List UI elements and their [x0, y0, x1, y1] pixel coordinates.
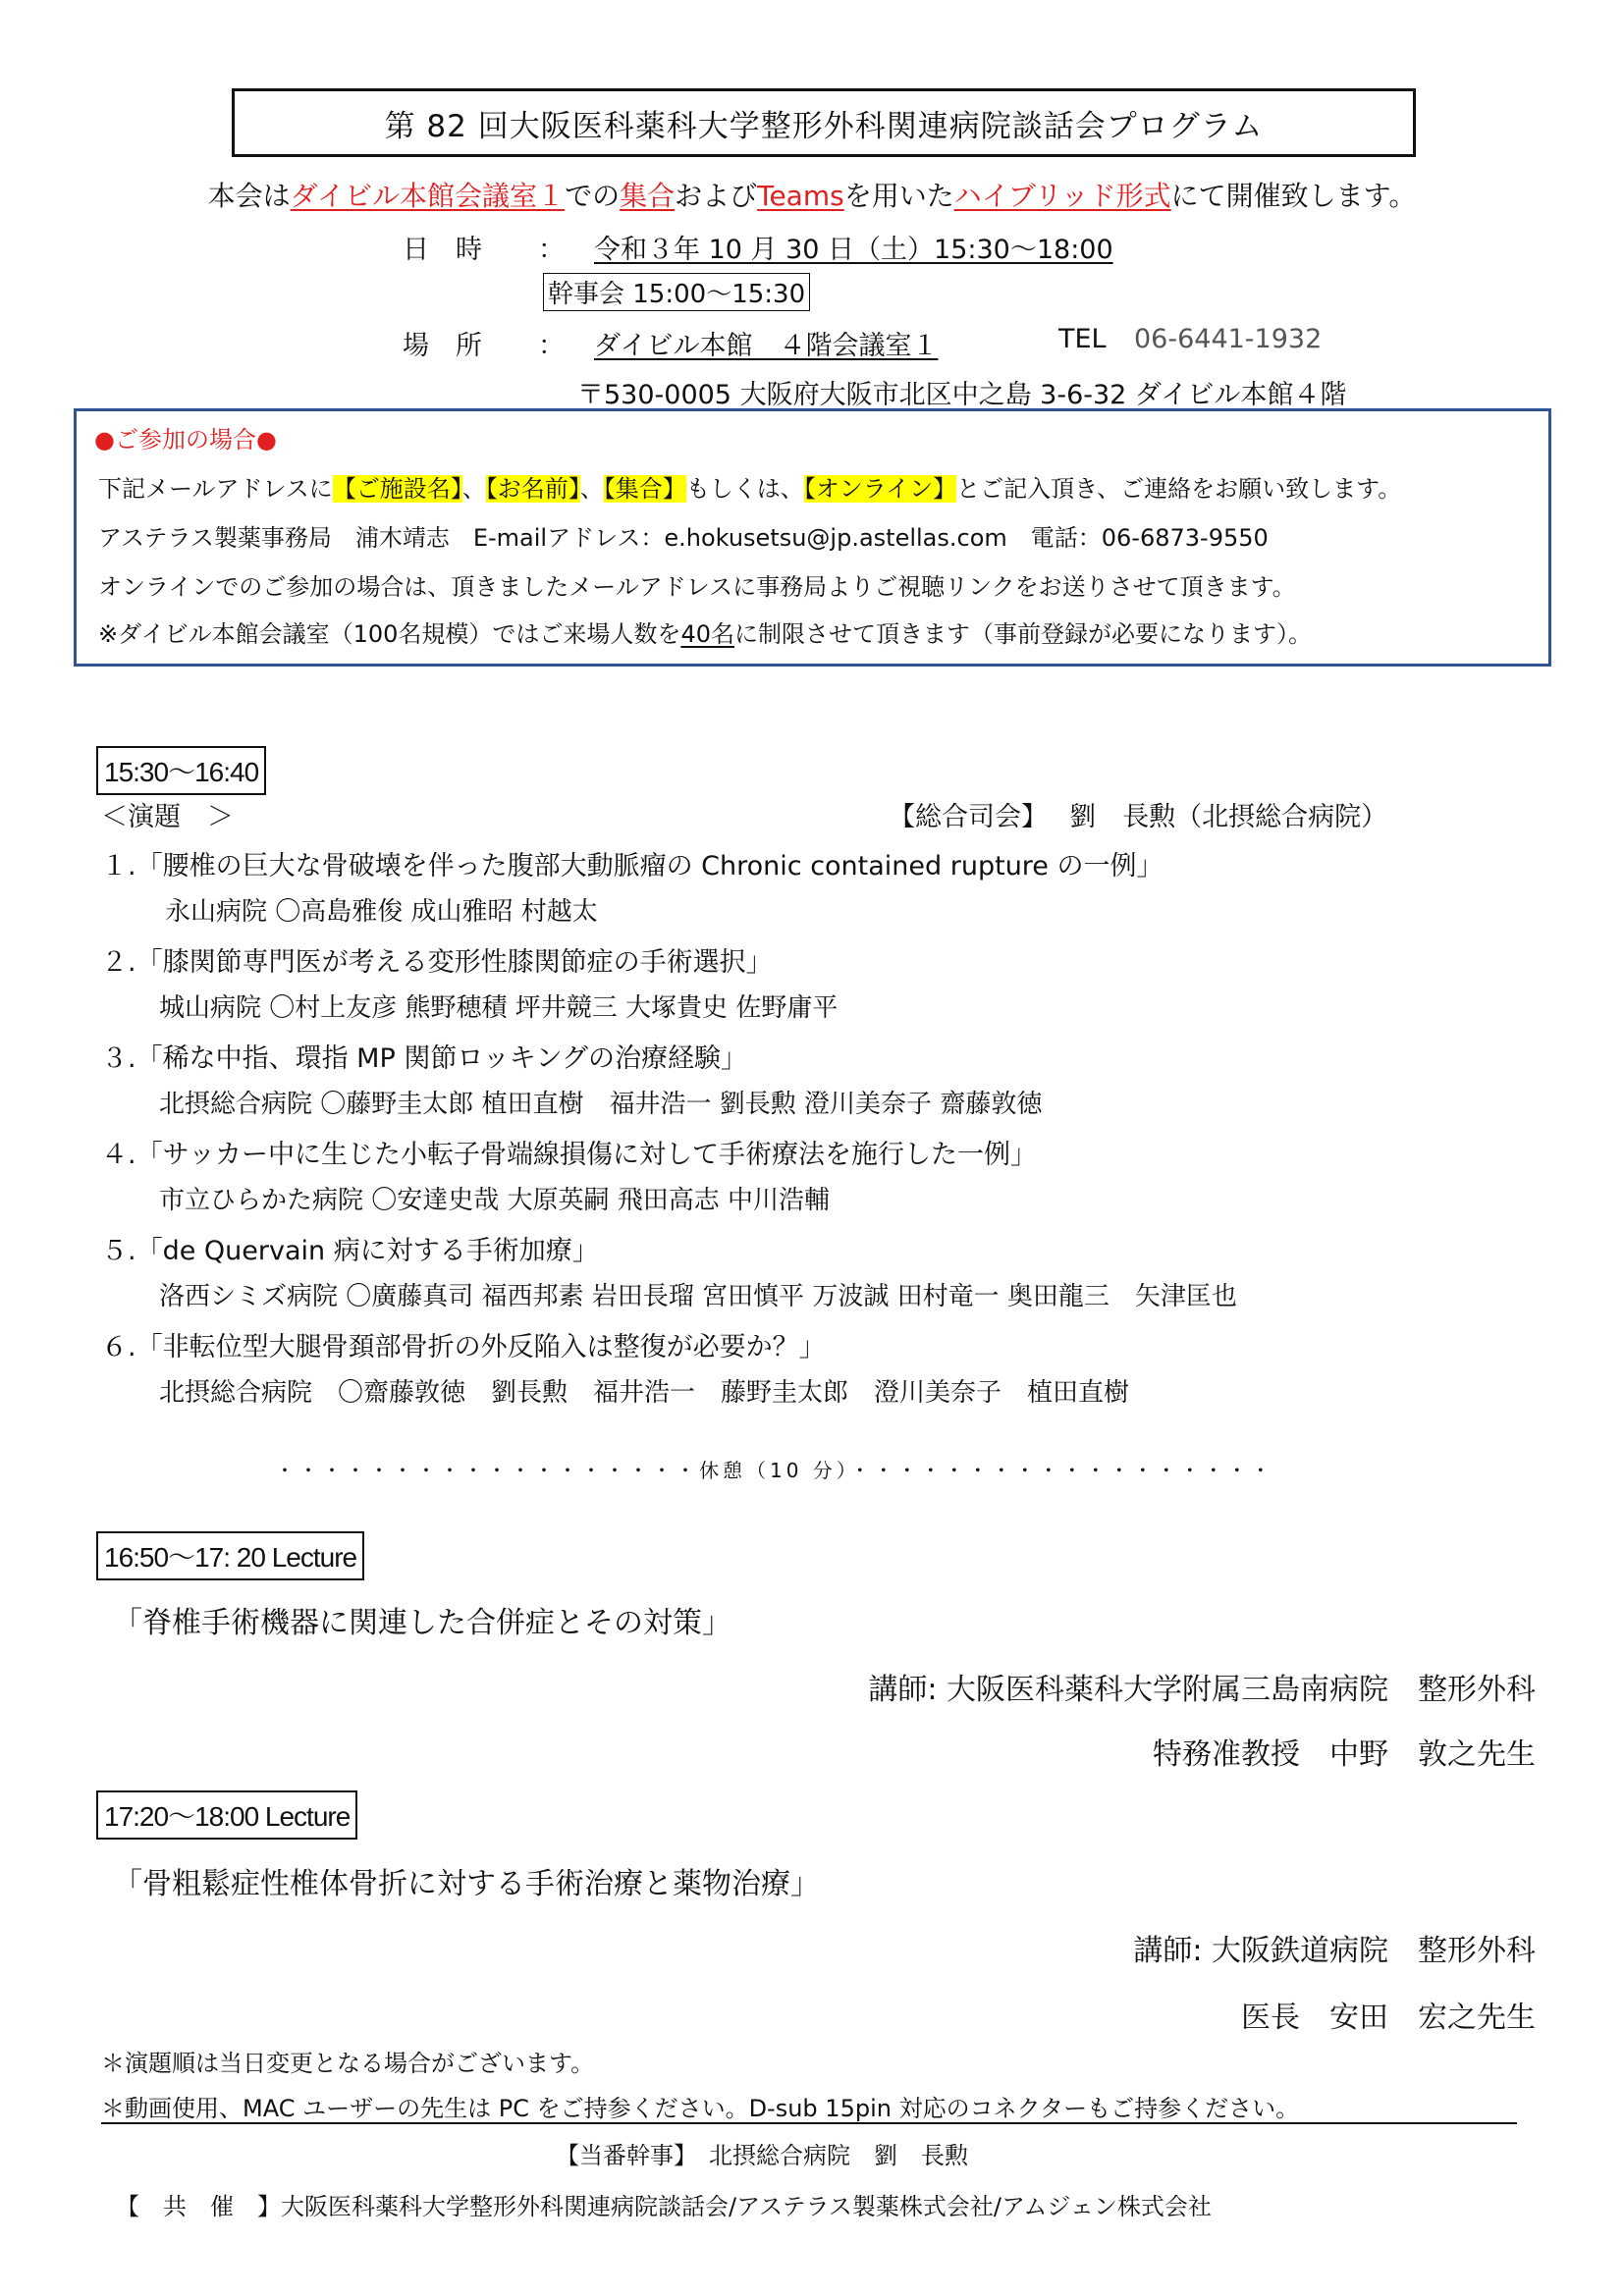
- lecture1-title: 「脊椎手術機器に関連した合併症とその対策」: [113, 1606, 731, 1640]
- intro-line: [0, 175, 1624, 214]
- intro-hybrid: ハイブリッド形式: [953, 180, 1171, 212]
- page-title: 第 82 回大阪医科薬科大学整形外科関連病院談話会プログラム: [232, 88, 1416, 157]
- info-text-e: に制限させて頂きます（事前登録が必要になります）。: [733, 620, 1312, 648]
- intro-text-5: にて開催致します。: [1170, 180, 1417, 212]
- intro-text-3: および: [675, 180, 758, 212]
- talk-6-authors: 北摂総合病院 〇齋藤敦徳 劉長勲 福井浩一 藤野圭太郎 澄川美奈子 植田直樹: [159, 1378, 1130, 1408]
- intro-teams: Teams: [757, 180, 844, 212]
- lecture2-speaker-affiliation: 講師: 大阪鉄道病院 整形外科: [1133, 1934, 1536, 1968]
- intro-text-2: での: [565, 180, 621, 212]
- intro-venue: ダイビル本館会議室１: [290, 180, 566, 212]
- intro-text-1: 本会は: [207, 180, 291, 212]
- session1-time: 15:30～16:40: [96, 746, 266, 795]
- lecture1-speaker-name: 特務准教授 中野 敦之先生: [1153, 1737, 1536, 1772]
- intro-text-4: を用いた: [843, 180, 954, 212]
- info-sep-1: 、: [461, 475, 486, 503]
- lecture2-speaker-name: 医長 安田 宏之先生: [1241, 2001, 1536, 2035]
- info-line-2: アステラス製薬事務局 浦木靖志 E-mailアドレス：e.hokusetsu@jp.astellas.com 電話：06-6873-9550: [98, 524, 1269, 552]
- talk-5-authors: 洛西シミズ病院 〇廣藤真司 福西邦素 岩田長瑠 宮田慎平 万波誠 田村竜一 奥田龍三 矢津匡也: [159, 1282, 1237, 1311]
- note-2: ＊動画使用、MAC ユーザーの先生は PC をご持参ください。D-sub 15pin 対応のコネクターもご持参ください。: [101, 2095, 1300, 2122]
- lecture2-title: 「骨粗鬆症性椎体骨折に対する手術治療と薬物治療」: [113, 1867, 820, 1901]
- tel-value: 06-6441-1932: [1134, 324, 1323, 354]
- session1-chair: 【総合司会】 劉 長勲（北摂総合病院）: [889, 802, 1388, 832]
- address: 〒530-0005 大阪府大阪市北区中之島 3-6-32 ダイビル本館４階: [577, 380, 1347, 410]
- tag-gather: 【集合】: [603, 475, 686, 503]
- info-limit: 40名: [680, 620, 734, 648]
- info-line-4: [98, 614, 1312, 649]
- talk-3-title: ３.「稀な中指、環指 MP 関節ロッキングの治療経験」: [101, 1043, 747, 1074]
- intro-gather: 集合: [620, 180, 676, 212]
- info-text-d: ※ダイビル本館会議室（100名規模）ではご来場人数を: [98, 620, 681, 648]
- lecture1-time: 16:50～17: 20 Lecture: [96, 1531, 364, 1580]
- info-heading: ●ご参加の場合●: [94, 426, 277, 454]
- break-divider: ・・・・・・・・・・・・・・・・・・休憩（10 分）・・・・・・・・・・・・・・・・・・: [275, 1459, 1274, 1482]
- note-1: ＊演題順は当日変更となる場合がございます。: [101, 2050, 595, 2077]
- talk-4-title: ４.「サッカー中に生じた小転子骨端線損傷に対して手術療法を施行した一例」: [101, 1140, 1038, 1170]
- talk-4-authors: 市立ひらかた病院 〇安達史哉 大原英嗣 飛田高志 中川浩輔: [159, 1186, 831, 1215]
- info-sep-2: 、: [579, 475, 604, 503]
- cohost-line: 【 共 催 】大阪医科薬科大学整形外科関連病院談話会/アステラス製薬株式会社/アムジェン株式会社: [116, 2193, 1212, 2220]
- date-value: 令和３年 10 月 30 日（土）15:30～18:00: [594, 235, 1113, 265]
- duty-organizer: 【当番幹事】 北摂総合病院 劉 長勲: [556, 2142, 968, 2169]
- talk-2-title: ２.「膝関節専門医が考える変形性膝関節症の手術選択」: [101, 947, 773, 978]
- tag-online: 【オンライン】: [803, 475, 957, 503]
- tel-label: TEL: [1058, 324, 1107, 354]
- session1-label: ＜演題 ＞: [101, 802, 234, 832]
- tag-name: 【お名前】: [485, 475, 580, 503]
- talk-1-title: １.「腰椎の巨大な骨破壊を伴った腹部大動脈瘤の Chronic contained rupture の一例」: [101, 851, 1164, 881]
- date-colon: ：: [538, 235, 565, 265]
- info-text-a: 下記メールアドレスに: [98, 475, 333, 503]
- talk-2-authors: 城山病院 〇村上友彦 熊野穂積 坪井競三 大塚貴史 佐野庸平: [159, 993, 839, 1023]
- info-text-b: もしくは、: [685, 475, 804, 503]
- talk-3-authors: 北摂総合病院 〇藤野圭太郎 植田直樹 福井浩一 劉長勲 澄川美奈子 齋藤敦徳: [159, 1090, 1043, 1119]
- footer-divider: [101, 2122, 1517, 2124]
- place-label: 場 所: [403, 331, 482, 361]
- place-value: ダイビル本館 ４階会議室１: [594, 331, 939, 361]
- tag-facility: 【ご施設名】: [332, 475, 462, 503]
- place-colon: ：: [538, 331, 565, 361]
- talk-5-title: ５.「de Quervain 病に対する手術加療」: [101, 1236, 599, 1266]
- info-line-3: オンラインでのご参加の場合は、頂きましたメールアドレスに事務局よりご視聴リンクをお送りさせて頂きます。: [98, 573, 1296, 601]
- lecture1-speaker-affiliation: 講師: 大阪医科薬科大学附属三島南病院 整形外科: [868, 1673, 1536, 1707]
- date-label: 日 時: [403, 235, 482, 265]
- info-text-c: とご記入頂き、ご連絡をお願い致します。: [956, 475, 1402, 503]
- committee-time: 幹事会 15:00～15:30: [543, 273, 810, 311]
- info-line-1: [98, 469, 1401, 504]
- talk-6-title: ６.「非転位型大腿骨頚部骨折の外反陥入は整復が必要か？」: [101, 1332, 826, 1362]
- lecture2-time: 17:20～18:00 Lecture: [96, 1790, 357, 1840]
- talk-1-authors: 永山病院 〇高島雅俊 成山雅昭 村越太: [165, 897, 598, 927]
